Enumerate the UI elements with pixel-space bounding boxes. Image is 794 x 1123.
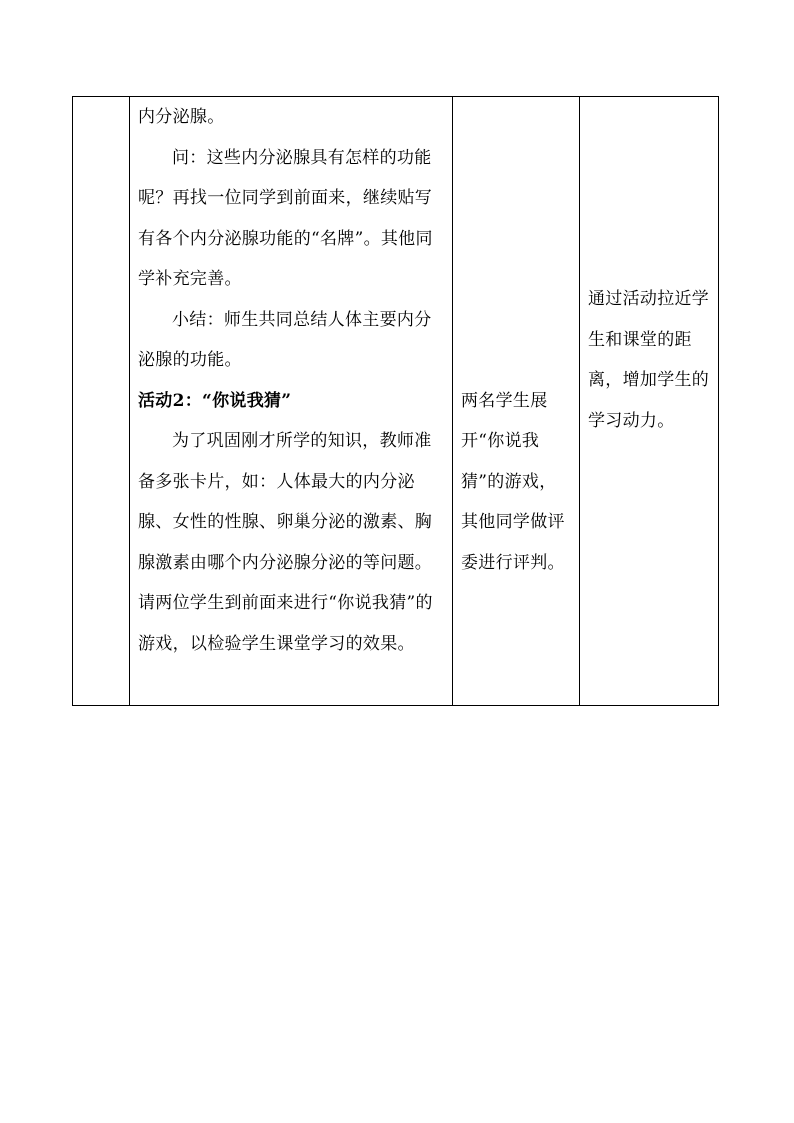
table-row bbox=[73, 97, 719, 706]
table-cell-design-intent bbox=[580, 97, 719, 706]
table-cell-blank bbox=[73, 97, 130, 706]
text-activity-body: 为了巩固刚才所学的知识，教师准备多张卡片，如：人体最大的内分泌腺、女性的性腺、卵巢分泌的激素、胸腺激素由哪个内分泌腺分泌的等问题。请两位学生到前面来进行“你说我猜”的游戏，以检验学生课堂学习的效果。 bbox=[138, 431, 433, 654]
lesson-plan-table bbox=[72, 96, 719, 706]
text-summary: 小结：师生共同总结人体主要内分泌腺的功能。 bbox=[138, 309, 432, 370]
table-cell-student-activity bbox=[453, 97, 580, 706]
activity-title: 活动2：“你说我猜” bbox=[138, 390, 292, 411]
text-design-intent: 通过活动拉近学生和课堂的距离，增加学生的学习动力。 bbox=[588, 289, 710, 431]
table-cell-teacher-activity bbox=[130, 97, 453, 706]
text-continued: 内分泌腺。 bbox=[138, 107, 225, 127]
text-student-activity: 两名学生展开“你说我猜”的游戏，其他同学做评委进行评判。 bbox=[461, 390, 565, 573]
text-question: 问：这些内分泌腺具有怎样的功能呢？再找一位同学到前面来，继续贴写有各个内分泌腺功能的“名牌”。其他同学补充完善。 bbox=[138, 147, 433, 289]
